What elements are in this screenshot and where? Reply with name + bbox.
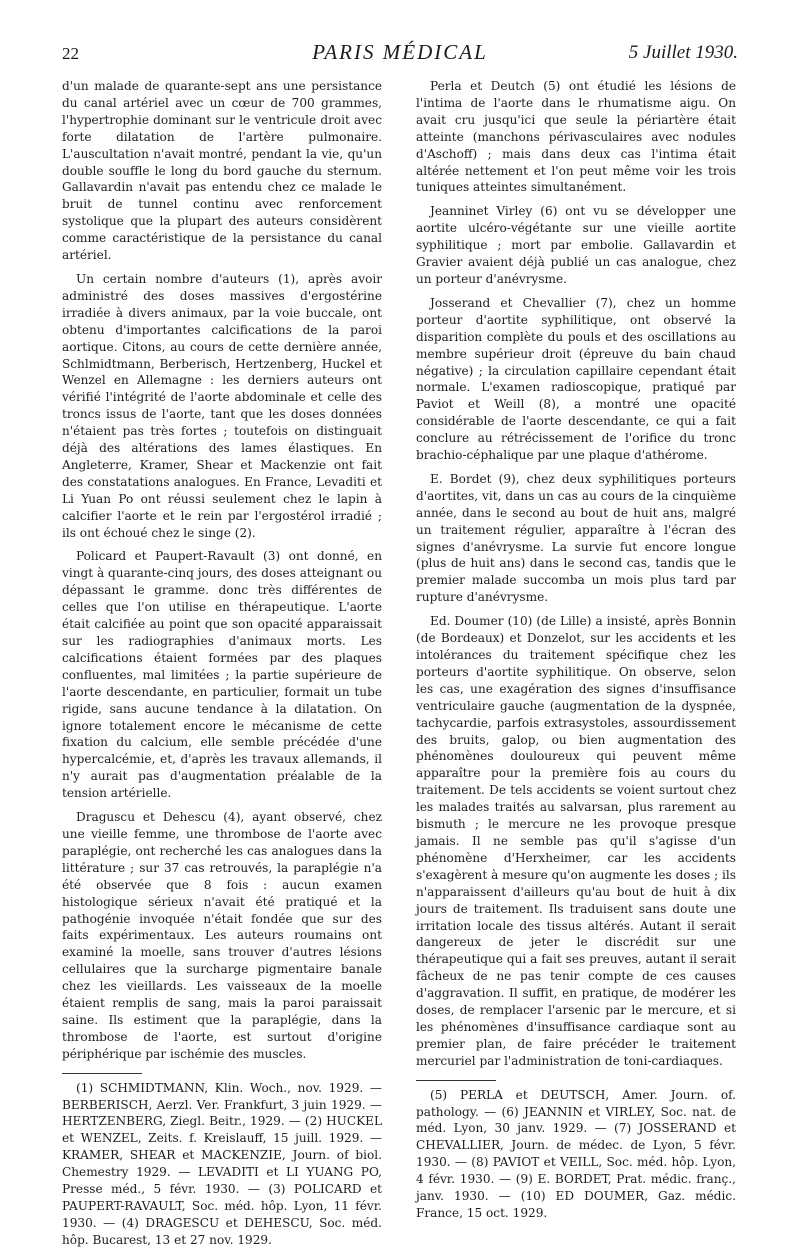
right-column — [416, 78, 736, 1229]
issue-date: 5 Juillet 1930. — [628, 42, 738, 63]
paragraph: d'un malade de quarante-sept ans une persistance du canal artériel avec un cœur de 700 grammes, l'hypertrophie dominant sur le ventricule droit avec forte dilatation de l'artère pulmonaire. L'auscultation n'avait montré, pendant la vie, qu'un double souffle le long du bord gauche du sternum. Gallavardin n'avait pas entendu chez ce malade le bruit de tunnel continu avec renforcement systolique que la plupart des auteurs considèrent comme caractéristique de la persistance du canal artériel. — [62, 79, 382, 263]
footnotes: (1) SCHMIDTMANN, Klin. Woch., nov. 1929. — BERBERISCH, Aerzl. Ver. Frankfurt, 3 juin 1929. — HERTZENBERG, Ziegl. Beitr., 1929. — (2) HUCKEL et WENZEL, Zeits. f. Kreislauff, 15 juill. 1929. — KRAMER, SHEAR et MACKENZIE, Journ. of biol. Chemestry 1929. — LEVADITI et LI YUANG PO, Presse méd., 5 févr. 1930. — (3) POLICARD et PAUPERT-RAVAULT, Soc. méd. hôp. Lyon, 11 févr. 1930. — (4) DRAGESCU et DEHESCU, Soc. méd. hôp. Bucarest, 13 et 27 nov. 1929. — [62, 1080, 382, 1247]
paragraph: Jeanninet Virley (6) ont vu se développer une aortite ulcéro-végétante sur une vieille aortite syphilitique ; mort par embolie. Gallavardin et Gravier avaient déjà publié un cas analogue, chez un porteur d'anévrysme. — [416, 204, 736, 286]
page-header — [62, 40, 738, 74]
page-number: 22 — [62, 44, 79, 63]
left-column — [62, 78, 382, 1256]
footnote-divider — [416, 1080, 496, 1081]
footnotes: (5) PERLA et DEUTSCH, Amer. Journ. of. pathology. — (6) JEANNIN et VIRLEY, Soc. nat. de méd. Lyon, 30 janv. 1929. — (7) JOSSERAND et CHEVALLIER, Journ. de médec. de Lyon, 5 févr. 1930. — (8) PAVIOT et VEILL, Soc. méd. hôp. Lyon, 4 févr. 1930. — (9) E. BORDET, Prat. médic. franç., janv. 1930. — (10) ED DOUMER, Gaz. médic. France, 15 oct. 1929. — [416, 1087, 736, 1220]
paragraph: Draguscu et Dehescu (4), ayant observé, chez une vieille femme, une thrombose de l'aorte avec paraplégie, ont recherché les cas analogues dans la littérature ; sur 37 cas retrouvés, la paraplégie n'a été observée que 8 fois : aucun examen histologique sérieux n'avait été pratiqué et la pathogénie invoquée n'était fondée que sur des faits expérimentaux. Les auteurs roumains ont examiné la moelle, sans trouver d'autres lésions cellulaires que la surcharge pigmentaire banale chez les vieillards. Les vaisseaux de la moelle étaient remplis de sang, mais la paroi paraissait saine. Ils estiment que la paraplégie, dans la thrombose de l'aorte, est surtout d'origine périphérique par ischémie des muscles. — [62, 810, 382, 1061]
paragraph: E. Bordet (9), chez deux syphilitiques porteurs d'aortites, vit, dans un cas au cours de la cinquième année, dans le second au bout de huit ans, malgré un traitement régulier, apparaître à l'écran des signes d'anévrysme. La survie fut encore longue (plus de huit ans) dans le second cas, tandis que le premier malade succomba un mois plus tard par rupture d'anévrysme. — [416, 471, 736, 605]
journal-title: PARIS MÉDICAL — [312, 40, 488, 64]
footnote-divider — [62, 1073, 142, 1074]
paragraph: Perla et Deutch (5) ont étudié les lésions de l'intima de l'aorte dans le rhumatisme aigu. On avait cru jusqu'ici que seule la périartère était atteinte (manchons périvasculaires avec nodules d'Aschoff) ; mais dans deux cas l'intima était altérée nettement et l'on peut même voir les trois tuniques atteintes simultanément. — [416, 79, 736, 195]
paragraph: Josserand et Chevallier (7), chez un homme porteur d'aortite syphilitique, ont observé la disparition complète du pouls et des oscillations au membre supérieur droit (épreuve du bain chaud négative) ; la circulation capillaire cependant était normale. L'examen radioscopique, pratiqué par Paviot et Weill (8), a montré une opacité considérable de l'aorte descendante, ce qui a fait conclure au rétrécissement de l'orifice du tronc brachio-céphalique par une plaque d'athérome. — [416, 295, 736, 463]
paragraph: Ed. Doumer (10) (de Lille) a insisté, après Bonnin (de Bordeaux) et Donzelot, sur les accidents et les intolérances du traitement spécifique chez les porteurs d'aortite syphilitique. On observe, selon les cas, une exagération des signes d'insuffisance ventriculaire gauche (augmentation de la dyspnée, tachycardie, parfois extrasystoles, assourdissement des bruits, galop, ou bien augmentation des phénomènes douloureux qui peuvent même apparaître pour la première fois au cours du traitement. De tels accidents se voient surtout chez les malades traités au salvarsan, plus rarement au bismuth ; le mercure ne les provoque presque jamais. Il ne semble pas qu'il s'agisse d'un phénomène d'Herxheimer, car les accidents s'exagèrent à mesure qu'on augmente les doses ; ils n'apparaissent d'ailleurs qu'au bout de huit à dix jours de traitement. Ils traduisent sans doute une irritation locale des tissus altérés. Autant il serait dangereux de jeter le discrédit sur une thérapeutique qui a fait ses preuves, autant il serait fâcheux de ne pas tenir compte de ces causes d'aggravation. Il suffit, en pratique, de modérer les doses, de remplacer l'arsenic par le mercure, et si les phénomènes d'insuffisance cardiaque sont au premier plan, de faire précéder le traitement mercuriel par l'administration de toni-cardiaques. — [416, 614, 736, 1068]
paragraph: Un certain nombre d'auteurs (1), après avoir administré des doses massives d'ergostérine irradiée à divers animaux, par la voie buccale, ont obtenu d'importantes calcifications de la paroi aortique. Citons, au cours de cette dernière année, Schlmidtmann, Berberisch, Hertzenberg, Huckel et Wenzel en Allemagne : les derniers auteurs ont vérifié l'intégrité de l'aorte abdominale et celle des troncs issus de l'aorte, tant que les doses données n'étaient pas très fortes ; toutefois on distinguait déjà des altérations des lames élastiques. En Angleterre, Kramer, Shear et Mackenzie ont fait des constatations analogues. En France, Levaditi et Li Yuan Po ont réussi seulement chez le lapin à calcifier l'aorte et le rein par l'ergostérol irradié ; ils ont échoué chez le singe (2). — [62, 271, 382, 540]
paragraph: Policard et Paupert-Ravault (3) ont donné, en vingt à quarante-cinq jours, des doses atteignant ou dépassant le gramme. donc très différentes de celles que l'on utilise en thérapeutique. L'aorte était calcifiée au point que son opacité apparaissait sur les radiographies d'animaux morts. Les calcifications étaient formées par des plaques confluentes, mal limitées ; la partie supérieure de l'aorte descendante, en particulier, formait un tube rigide, sans aucune tendance à la dilatation. On ignore totalement encore le mécanisme de cette fixation du calcium, elle semble précédée d'une hypercalcémie, et, d'après les travaux allemands, il n'y aurait pas d'augmentation préalable de la tension artérielle. — [62, 549, 382, 801]
